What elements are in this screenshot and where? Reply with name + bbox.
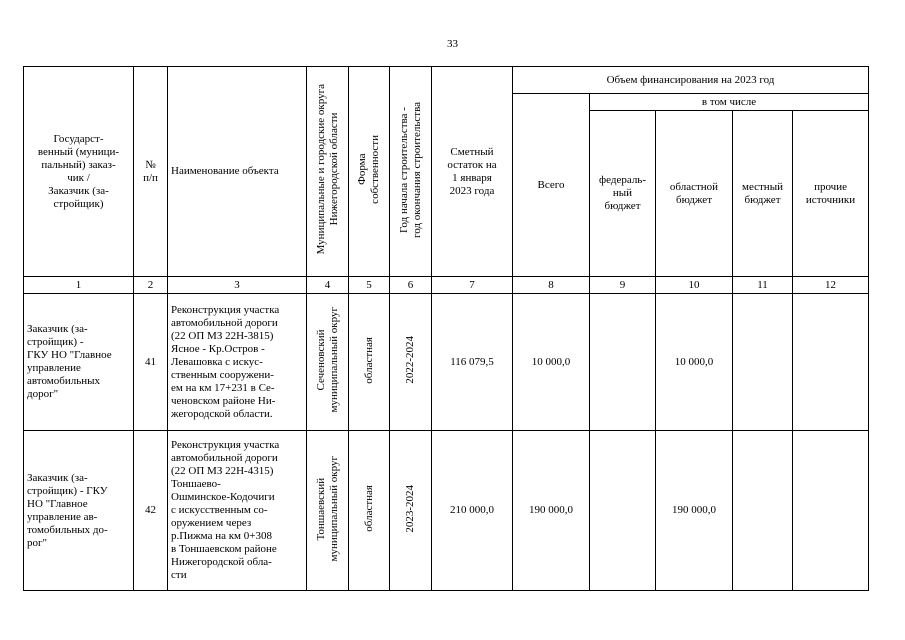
- column-number: 5: [349, 277, 390, 294]
- column-number: 9: [590, 277, 656, 294]
- cell-years: 2023-2024: [390, 431, 432, 591]
- header-balance: Сметный остаток на 1 января 2023 года: [432, 67, 513, 277]
- column-number: 7: [432, 277, 513, 294]
- header-other: прочие источники: [793, 111, 869, 277]
- cell-num: 41: [134, 294, 168, 431]
- cell-object: Реконструкция участка автомобильной дороги (22 ОП МЗ 22Н-4315) Тоншаево- Ошминское-Кодочиги с искусственным со- оружением через р.Пижма на км 0+308 в Тоншаевском районе Нижегородской обла- сти: [168, 431, 307, 591]
- header-local: местный бюджет: [733, 111, 793, 277]
- column-number-row: [24, 277, 869, 294]
- cell-customer: Заказчик (за- стройщик) - ГКУ НО "Главное управление автомобильных дорог": [24, 294, 134, 431]
- page-number: 33: [447, 38, 458, 50]
- cell-regional: 10 000,0: [656, 294, 733, 431]
- cell-district: Тоншаевский муниципальный округ: [307, 431, 349, 591]
- cell-object: Реконструкция участка автомобильной дороги (22 ОП МЗ 22Н-3815) Ясное - Кр.Остров - Левашовка с искус- ственным сооружени- ем на км 17+231 в Се- ченовском районе Ни- жегородской области.: [168, 294, 307, 431]
- column-number: 10: [656, 277, 733, 294]
- cell-customer: Заказчик (за- стройщик) - ГКУ НО "Главное управление ав- томобильных до- рог": [24, 431, 134, 591]
- column-number: 11: [733, 277, 793, 294]
- header-ownership: Форма собственности: [349, 67, 390, 277]
- cell-ownership: областная: [349, 294, 390, 431]
- cell-ownership: областная: [349, 431, 390, 591]
- header-years: Год начала строительства - год окончания строительства: [390, 67, 432, 277]
- column-number: 12: [793, 277, 869, 294]
- header-including: в том числе: [590, 94, 869, 111]
- header-regional: областной бюджет: [656, 111, 733, 277]
- header-object: Наименование объекта: [168, 67, 307, 277]
- column-number: 2: [134, 277, 168, 294]
- header-federal: федераль- ный бюджет: [590, 111, 656, 277]
- column-number: 1: [24, 277, 134, 294]
- financing-table: [23, 66, 869, 591]
- column-number: 6: [390, 277, 432, 294]
- cell-other: [793, 294, 869, 431]
- cell-federal: [590, 431, 656, 591]
- cell-regional: 190 000,0: [656, 431, 733, 591]
- header-total: Всего: [513, 94, 590, 277]
- cell-other: [793, 431, 869, 591]
- cell-local: [733, 431, 793, 591]
- header-district: Муниципальные и городские округа Нижегородской области: [307, 67, 349, 277]
- cell-years: 2022-2024: [390, 294, 432, 431]
- table-row: [24, 431, 869, 591]
- header-customer: Государст- венный (муници- пальный) заказ- чик / Заказчик (за- стройщик): [24, 67, 134, 277]
- column-number: 3: [168, 277, 307, 294]
- cell-local: [733, 294, 793, 431]
- cell-total: 190 000,0: [513, 431, 590, 591]
- cell-federal: [590, 294, 656, 431]
- header-funding-group: Объем финансирования на 2023 год: [513, 67, 869, 94]
- table-row: [24, 294, 869, 431]
- header-num: № п/п: [134, 67, 168, 277]
- cell-district: Сеченовский муниципальный округ: [307, 294, 349, 431]
- cell-balance: 116 079,5: [432, 294, 513, 431]
- column-number: 8: [513, 277, 590, 294]
- cell-num: 42: [134, 431, 168, 591]
- cell-balance: 210 000,0: [432, 431, 513, 591]
- cell-total: 10 000,0: [513, 294, 590, 431]
- column-number: 4: [307, 277, 349, 294]
